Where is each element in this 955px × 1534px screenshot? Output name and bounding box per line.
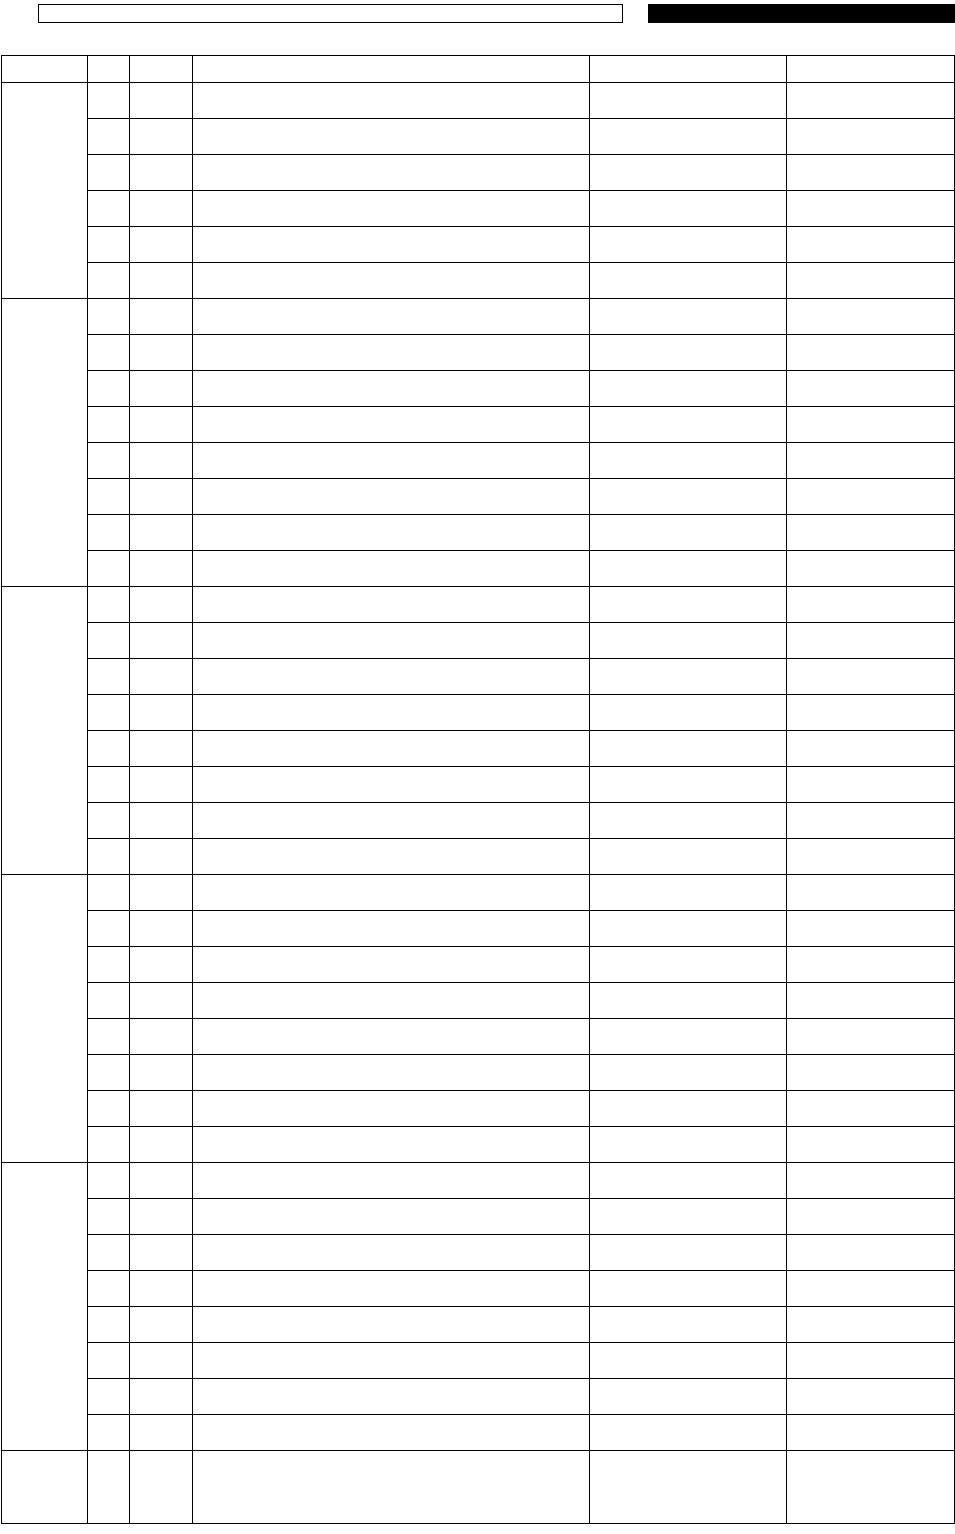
row-id [130, 1055, 193, 1091]
address-line [2, 1037, 87, 1055]
address-line [2, 677, 87, 695]
row-number [88, 587, 130, 623]
row-name [193, 551, 590, 587]
table-row [2, 83, 955, 119]
row-name [193, 1163, 590, 1199]
row-number [88, 515, 130, 551]
row-note [787, 587, 955, 623]
row-contents [590, 515, 787, 551]
table-row [2, 371, 955, 407]
address-line [2, 929, 87, 947]
table-row [2, 1091, 955, 1127]
row-id [130, 1091, 193, 1127]
row-id [130, 83, 193, 119]
row-id [130, 983, 193, 1019]
row-id [130, 911, 193, 947]
row-id [130, 1343, 193, 1379]
row-name [193, 1199, 590, 1235]
table-row [2, 299, 955, 335]
row-number [88, 767, 130, 803]
row-id [130, 407, 193, 443]
table-row [2, 227, 955, 263]
row-contents [590, 659, 787, 695]
table-row [2, 479, 955, 515]
row-name [193, 803, 590, 839]
address-line [2, 1199, 87, 1217]
row-name [193, 1055, 590, 1091]
row-name [193, 479, 590, 515]
address-cell [2, 875, 88, 1163]
row-id [130, 731, 193, 767]
row-note [787, 623, 955, 659]
row-note [787, 551, 955, 587]
row-id [130, 1019, 193, 1055]
row-name [193, 407, 590, 443]
row-id [130, 803, 193, 839]
row-contents [590, 1451, 787, 1524]
row-id [130, 1379, 193, 1415]
row-number [88, 1127, 130, 1163]
table-row [2, 839, 955, 875]
row-note [787, 155, 955, 191]
address-line [2, 605, 87, 623]
table-row [2, 335, 955, 371]
row-number [88, 1055, 130, 1091]
row-id [130, 1199, 193, 1235]
row-name [193, 1271, 590, 1307]
row-contents [590, 443, 787, 479]
row-note [787, 299, 955, 335]
row-note [787, 731, 955, 767]
row-name [193, 119, 590, 155]
row-contents [590, 263, 787, 299]
address-line [2, 947, 87, 965]
row-name [193, 947, 590, 983]
address-line [2, 965, 87, 983]
row-contents [590, 155, 787, 191]
row-note [787, 767, 955, 803]
row-note [787, 515, 955, 551]
table-row [2, 1163, 955, 1199]
col-header-id [130, 56, 193, 83]
io-table-container [1, 55, 954, 1524]
row-id [130, 515, 193, 551]
row-note [787, 947, 955, 983]
address-line [2, 1289, 87, 1307]
row-number [88, 299, 130, 335]
row-contents [590, 371, 787, 407]
table-row [2, 1415, 955, 1451]
address-line [2, 1487, 87, 1505]
row-id [130, 1127, 193, 1163]
address-line [2, 371, 87, 389]
row-note [787, 1379, 955, 1415]
row-name [193, 515, 590, 551]
table-row [2, 515, 955, 551]
address-line [2, 353, 87, 371]
row-name [193, 1091, 590, 1127]
row-contents [590, 767, 787, 803]
row-note [787, 479, 955, 515]
address-line [2, 1451, 87, 1469]
row-id [130, 119, 193, 155]
address-cell [2, 83, 88, 299]
row-number [88, 371, 130, 407]
model-label [648, 4, 955, 23]
table-row [2, 1451, 955, 1524]
address-line [2, 299, 87, 317]
table-row [2, 407, 955, 443]
row-name [193, 875, 590, 911]
row-contents [590, 1127, 787, 1163]
row-number [88, 1271, 130, 1307]
row-name [193, 1235, 590, 1271]
row-id [130, 479, 193, 515]
row-contents [590, 1343, 787, 1379]
row-number [88, 875, 130, 911]
address-line [2, 893, 87, 911]
table-row [2, 443, 955, 479]
address-line [2, 1235, 87, 1253]
row-contents [590, 1415, 787, 1451]
table-row [2, 1271, 955, 1307]
row-number [88, 803, 130, 839]
address-line [2, 317, 87, 335]
address-cell [2, 587, 88, 875]
col-header-no [88, 56, 130, 83]
row-contents [590, 227, 787, 263]
col-header-contents [590, 56, 787, 83]
row-id [130, 947, 193, 983]
address-line [2, 83, 87, 101]
col-header-name [193, 56, 590, 83]
col-header-address [2, 56, 88, 83]
row-name [193, 911, 590, 947]
row-number [88, 83, 130, 119]
row-id [130, 1163, 193, 1199]
table-row [2, 1055, 955, 1091]
table-row [2, 1127, 955, 1163]
row-contents [590, 1055, 787, 1091]
address-cell [2, 299, 88, 587]
address-line [2, 911, 87, 929]
row-number [88, 1343, 130, 1379]
row-id [130, 1451, 193, 1524]
row-number [88, 1415, 130, 1451]
row-contents [590, 911, 787, 947]
address-line [2, 1181, 87, 1199]
row-name [193, 731, 590, 767]
row-name [193, 1307, 590, 1343]
address-line [2, 1163, 87, 1181]
row-number [88, 551, 130, 587]
row-name [193, 839, 590, 875]
row-contents [590, 983, 787, 1019]
address-line [2, 623, 87, 641]
row-number [88, 407, 130, 443]
row-contents [590, 1019, 787, 1055]
row-number [88, 119, 130, 155]
table-row [2, 1235, 955, 1271]
row-id [130, 551, 193, 587]
address-line [2, 1217, 87, 1235]
row-number [88, 839, 130, 875]
table-row [2, 623, 955, 659]
row-id [130, 623, 193, 659]
row-name [193, 695, 590, 731]
address-line [2, 389, 87, 407]
table-row [2, 1379, 955, 1415]
row-id [130, 587, 193, 623]
row-id [130, 263, 193, 299]
row-contents [590, 1235, 787, 1271]
row-contents [590, 407, 787, 443]
row-id [130, 875, 193, 911]
row-name [193, 443, 590, 479]
row-contents [590, 1307, 787, 1343]
table-row [2, 803, 955, 839]
table-row [2, 155, 955, 191]
row-number [88, 695, 130, 731]
row-note [787, 1055, 955, 1091]
row-id [130, 227, 193, 263]
row-name [193, 659, 590, 695]
row-id [130, 335, 193, 371]
row-note [787, 227, 955, 263]
row-note [787, 875, 955, 911]
address-line [2, 101, 87, 119]
row-contents [590, 119, 787, 155]
row-number [88, 191, 130, 227]
table-row [2, 1343, 955, 1379]
row-id [130, 1235, 193, 1271]
table-header-row [2, 56, 955, 83]
address-cell [2, 1451, 88, 1524]
row-note [787, 1163, 955, 1199]
row-note [787, 1127, 955, 1163]
row-number [88, 1235, 130, 1271]
row-contents [590, 1379, 787, 1415]
row-name [193, 623, 590, 659]
row-number [88, 659, 130, 695]
address-line [2, 1271, 87, 1289]
row-name [193, 299, 590, 335]
row-note [787, 119, 955, 155]
row-contents [590, 839, 787, 875]
row-number [88, 983, 130, 1019]
row-id [130, 1415, 193, 1451]
row-number [88, 335, 130, 371]
row-contents [590, 695, 787, 731]
row-number [88, 1379, 130, 1415]
table-row [2, 191, 955, 227]
row-number [88, 227, 130, 263]
row-name [193, 371, 590, 407]
row-number [88, 1163, 130, 1199]
row-note [787, 1307, 955, 1343]
row-number [88, 1199, 130, 1235]
table-row [2, 263, 955, 299]
row-id [130, 155, 193, 191]
row-note [787, 407, 955, 443]
row-note [787, 1091, 955, 1127]
row-id [130, 767, 193, 803]
row-name [193, 227, 590, 263]
address-line [2, 425, 87, 443]
row-contents [590, 551, 787, 587]
row-number [88, 623, 130, 659]
address-line [2, 983, 87, 1001]
row-number [88, 1019, 130, 1055]
row-id [130, 371, 193, 407]
address-line [2, 659, 87, 677]
row-contents [590, 875, 787, 911]
row-number [88, 1451, 130, 1524]
address-line [2, 875, 87, 893]
row-id [130, 659, 193, 695]
row-name [193, 1451, 590, 1524]
row-contents [590, 1163, 787, 1199]
address-line [2, 731, 87, 749]
row-contents [590, 1271, 787, 1307]
address-line [2, 1253, 87, 1271]
row-number [88, 947, 130, 983]
row-note [787, 83, 955, 119]
address-line [2, 1307, 87, 1325]
table-row [2, 875, 955, 911]
table-row [2, 983, 955, 1019]
row-contents [590, 731, 787, 767]
address-cell [2, 1163, 88, 1451]
row-contents [590, 191, 787, 227]
row-id [130, 191, 193, 227]
row-name [193, 1415, 590, 1451]
table-row [2, 947, 955, 983]
row-number [88, 1091, 130, 1127]
row-contents [590, 587, 787, 623]
col-header-note [787, 56, 955, 83]
row-contents [590, 1199, 787, 1235]
table-row [2, 1019, 955, 1055]
row-contents [590, 1091, 787, 1127]
row-note [787, 911, 955, 947]
table-row [2, 587, 955, 623]
row-name [193, 155, 590, 191]
table-row [2, 731, 955, 767]
row-note [787, 191, 955, 227]
row-name [193, 1127, 590, 1163]
row-name [193, 191, 590, 227]
row-note [787, 839, 955, 875]
row-contents [590, 479, 787, 515]
address-line [2, 1019, 87, 1037]
address-line [2, 641, 87, 659]
row-number [88, 263, 130, 299]
table-row [2, 551, 955, 587]
row-note [787, 1415, 955, 1451]
row-number [88, 479, 130, 515]
row-number [88, 155, 130, 191]
row-note [787, 659, 955, 695]
address-line [2, 1505, 87, 1523]
table-row [2, 1199, 955, 1235]
row-note [787, 1235, 955, 1271]
row-contents [590, 335, 787, 371]
address-line [2, 1469, 87, 1487]
address-line [2, 713, 87, 731]
row-note [787, 1271, 955, 1307]
row-id [130, 1271, 193, 1307]
row-name [193, 1343, 590, 1379]
address-line [2, 335, 87, 353]
table-row [2, 1307, 955, 1343]
io-output-table [1, 55, 955, 1524]
row-name [193, 83, 590, 119]
row-number [88, 1307, 130, 1343]
row-note [787, 803, 955, 839]
row-name [193, 587, 590, 623]
address-line [2, 587, 87, 605]
row-note [787, 1019, 955, 1055]
table-row [2, 695, 955, 731]
address-line [2, 119, 87, 137]
io-map-title [38, 4, 623, 23]
row-number [88, 731, 130, 767]
row-note [787, 1199, 955, 1235]
row-note [787, 263, 955, 299]
row-id [130, 443, 193, 479]
address-line [2, 695, 87, 713]
row-id [130, 839, 193, 875]
row-note [787, 695, 955, 731]
row-contents [590, 623, 787, 659]
row-name [193, 983, 590, 1019]
row-note [787, 1451, 955, 1524]
row-name [193, 1379, 590, 1415]
address-line [2, 443, 87, 461]
row-name [193, 263, 590, 299]
row-name [193, 335, 590, 371]
row-contents [590, 83, 787, 119]
row-number [88, 443, 130, 479]
row-id [130, 1307, 193, 1343]
table-body [2, 83, 955, 1524]
row-note [787, 443, 955, 479]
row-contents [590, 947, 787, 983]
address-line [2, 1001, 87, 1019]
row-note [787, 335, 955, 371]
row-id [130, 695, 193, 731]
row-name [193, 1019, 590, 1055]
table-row [2, 119, 955, 155]
row-number [88, 911, 130, 947]
row-note [787, 983, 955, 1019]
table-row [2, 659, 955, 695]
table-row [2, 767, 955, 803]
row-contents [590, 299, 787, 335]
row-id [130, 299, 193, 335]
table-row [2, 911, 955, 947]
address-line [2, 407, 87, 425]
row-name [193, 767, 590, 803]
row-note [787, 1343, 955, 1379]
row-note [787, 371, 955, 407]
row-contents [590, 803, 787, 839]
